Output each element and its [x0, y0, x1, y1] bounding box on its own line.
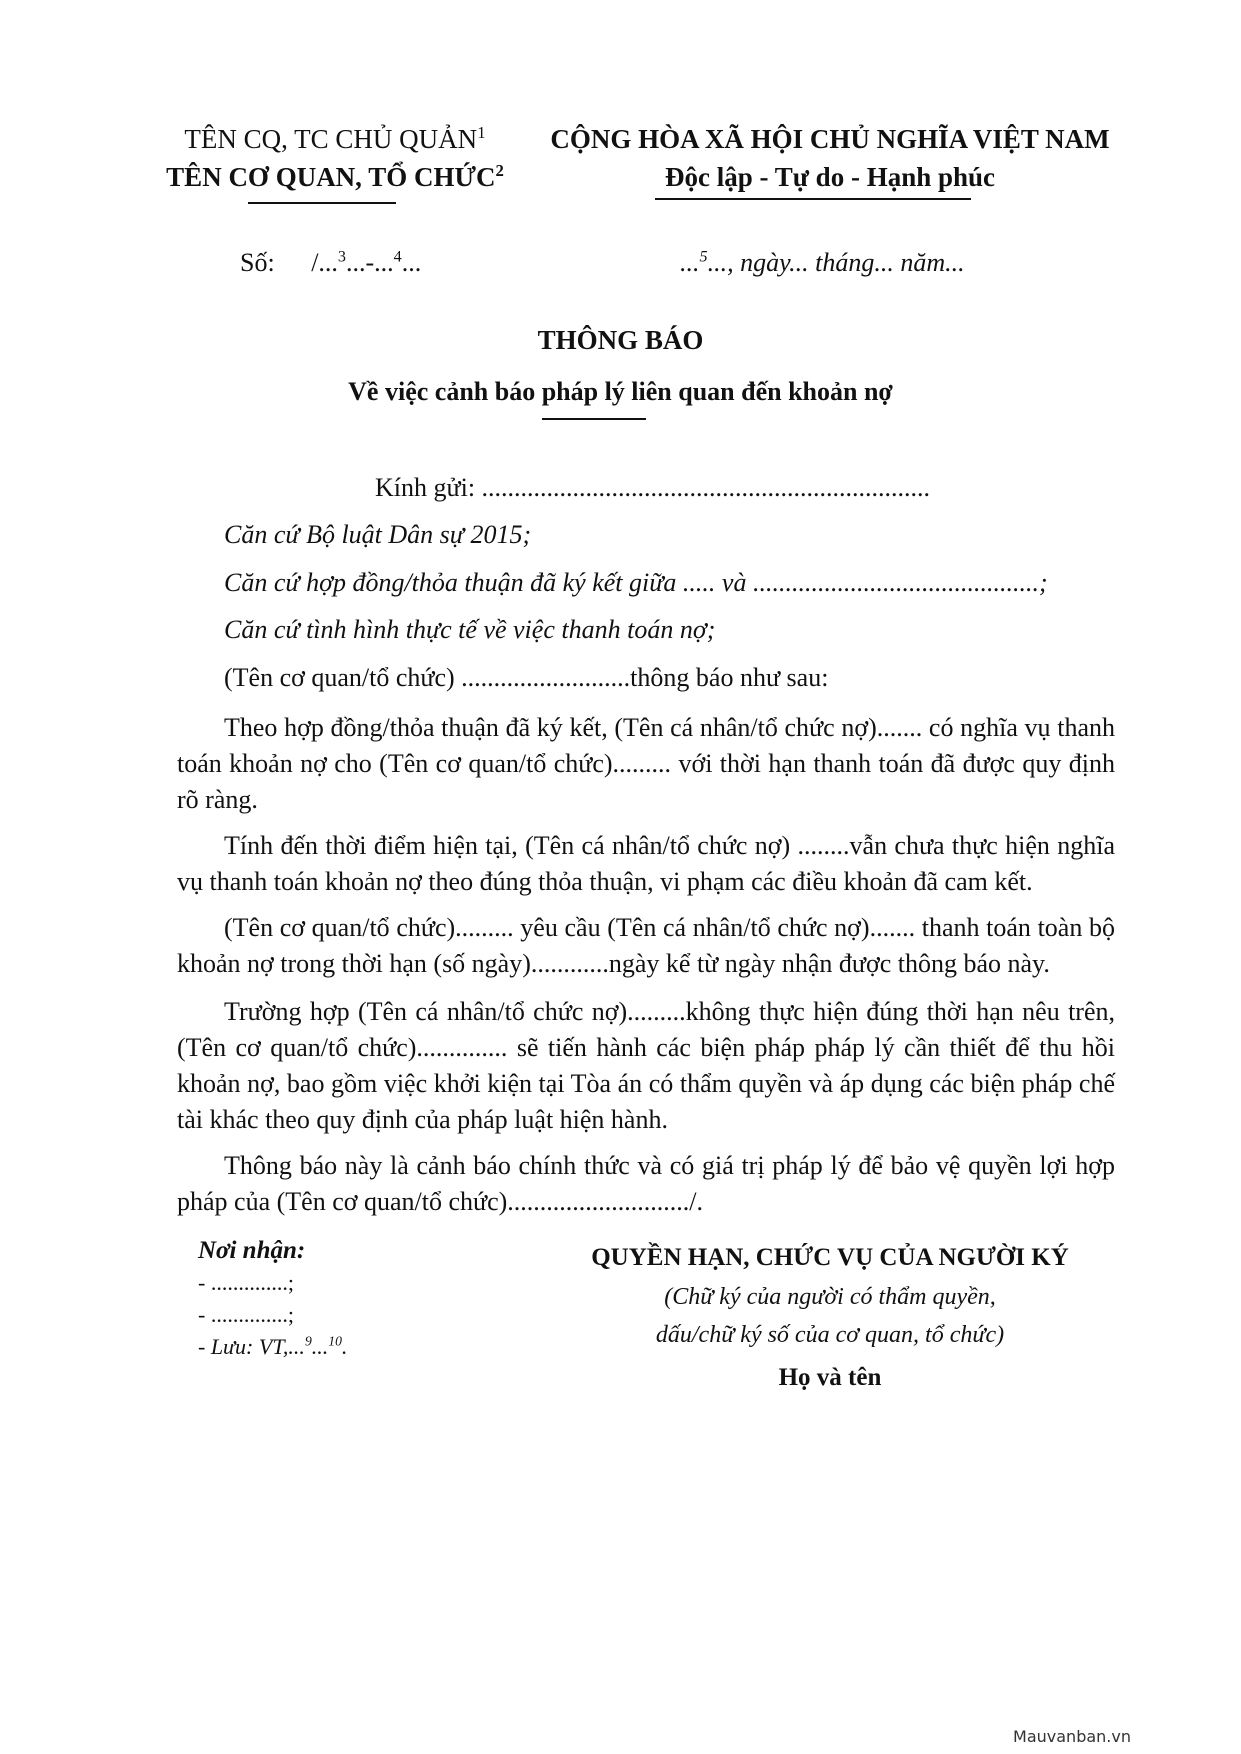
document-number-suffix: ... [401, 248, 422, 277]
recipient-item: - ..............; [198, 1270, 294, 1295]
footnote-marker: 9 [304, 1333, 312, 1349]
subtitle-underline [542, 418, 646, 420]
recipients-heading: Nơi nhận: [198, 1237, 306, 1264]
national-motto: Độc lập - Tự do - Hạnh phúc [664, 162, 996, 192]
recipients-block [198, 1235, 347, 1363]
organization-name [135, 158, 535, 196]
signature-block [560, 1238, 1100, 1398]
document-title: THÔNG BÁO [537, 325, 704, 355]
place-placeholder: ... [680, 248, 700, 277]
body-paragraph: Thông báo này là cảnh báo chính thức và có giá trị pháp lý để bảo vệ quyền lợi hợp pháp của (Tên cơ quan/tổ chức)............................/. [177, 1151, 1115, 1216]
footnote-marker: 5 [699, 248, 708, 266]
organization-underline [248, 202, 396, 204]
body-paragraph: Tính đến thời điểm hiện tại, (Tên cá nhân/tổ chức nợ) ........vẫn chưa thực hiện nghĩa vụ thanh toán khoản nợ theo đúng thỏa thuận, vi phạm các điều khoản đã cam kết. [177, 831, 1115, 896]
document-number [240, 248, 421, 278]
footnote-marker: 1 [477, 123, 486, 142]
archive-prefix: - Lưu: VT,... [198, 1334, 305, 1359]
footnote-marker: 10 [328, 1333, 342, 1349]
document-number-prefix: /... [311, 248, 338, 277]
body-paragraph: Trường hợp (Tên cá nhân/tổ chức nợ).........không thực hiện đúng thời hạn nêu trên, (Tên cơ quan/tổ chức).............. sẽ tiến hành các biện pháp pháp lý cần thiết để thu hồi khoản nợ, bao gồm việc khởi kiện tại Tòa án có thẩm quyền và áp dụng các biện pháp chế tài khác theo quy định của pháp luật hiện hành. [177, 997, 1115, 1134]
parent-organization [135, 120, 535, 158]
body-paragraph: (Tên cơ quan/tổ chức)......... yêu cầu (Tên cá nhân/tổ chức nợ)....... thanh toán toàn bộ khoản nợ trong thời hạn (số ngày)............ngày kể từ ngày nhận được thông báo này. [177, 913, 1115, 978]
body-paragraph: Theo hợp đồng/thỏa thuận đã ký kết, (Tên cá nhân/tổ chức nợ)....... có nghĩa vụ thanh toán khoản nợ cho (Tên cơ quan/tổ chức)......... với thời hạn thanh toán đã được quy định rõ ràng. [177, 713, 1115, 814]
nation-name: CỘNG HÒA XÃ HỘI CHỦ NGHĨA VIỆT NAM [550, 124, 1110, 154]
motto-underline [655, 198, 971, 200]
document-number-label: Số: [240, 248, 275, 277]
document-subtitle: Về việc cảnh báo pháp lý liên quan đến khoản nợ [348, 377, 893, 406]
signer-name: Họ và tên [778, 1364, 882, 1391]
notice-intro: (Tên cơ quan/tổ chức) ..........................thông báo như sau: [224, 663, 829, 692]
legal-basis-item: Căn cứ Bộ luật Dân sự 2015; [224, 520, 532, 549]
signature-note: dấu/chữ ký số của cơ quan, tổ chức) [655, 1322, 1005, 1348]
footnote-marker: 3 [337, 248, 346, 266]
archive-line [198, 1331, 347, 1363]
footnote-marker: 4 [393, 248, 402, 266]
document-number-mid: ...-... [345, 248, 394, 277]
place-and-date [680, 248, 965, 278]
archive-mid: ... [311, 1334, 329, 1359]
legal-basis-item: Căn cứ hợp đồng/thỏa thuận đã ký kết giữa ..... và ............................................; [224, 568, 1048, 597]
addressee-line: Kính gửi: ..................................................................... [375, 473, 931, 502]
organization-name-text: TÊN CƠ QUAN, TỔ CHỨC [166, 162, 496, 192]
national-title-block [540, 120, 1120, 196]
footnote-marker: 2 [495, 161, 504, 180]
date-text: ..., ngày... tháng... năm... [707, 248, 965, 277]
source-watermark: Mauvanban.vn [1013, 1727, 1131, 1746]
recipient-item: - ..............; [198, 1302, 294, 1327]
signer-role: QUYỀN HẠN, CHỨC VỤ CỦA NGƯỜI KÝ [591, 1244, 1069, 1271]
archive-suffix: . [341, 1334, 348, 1359]
legal-basis-item: Căn cứ tình hình thực tế về việc thanh toán nợ; [224, 615, 716, 644]
parent-organization-text: TÊN CQ, TC CHỦ QUẢN [184, 124, 478, 154]
signature-note: (Chữ ký của người có thẩm quyền, [664, 1284, 996, 1310]
issuing-organization-block [135, 120, 535, 196]
